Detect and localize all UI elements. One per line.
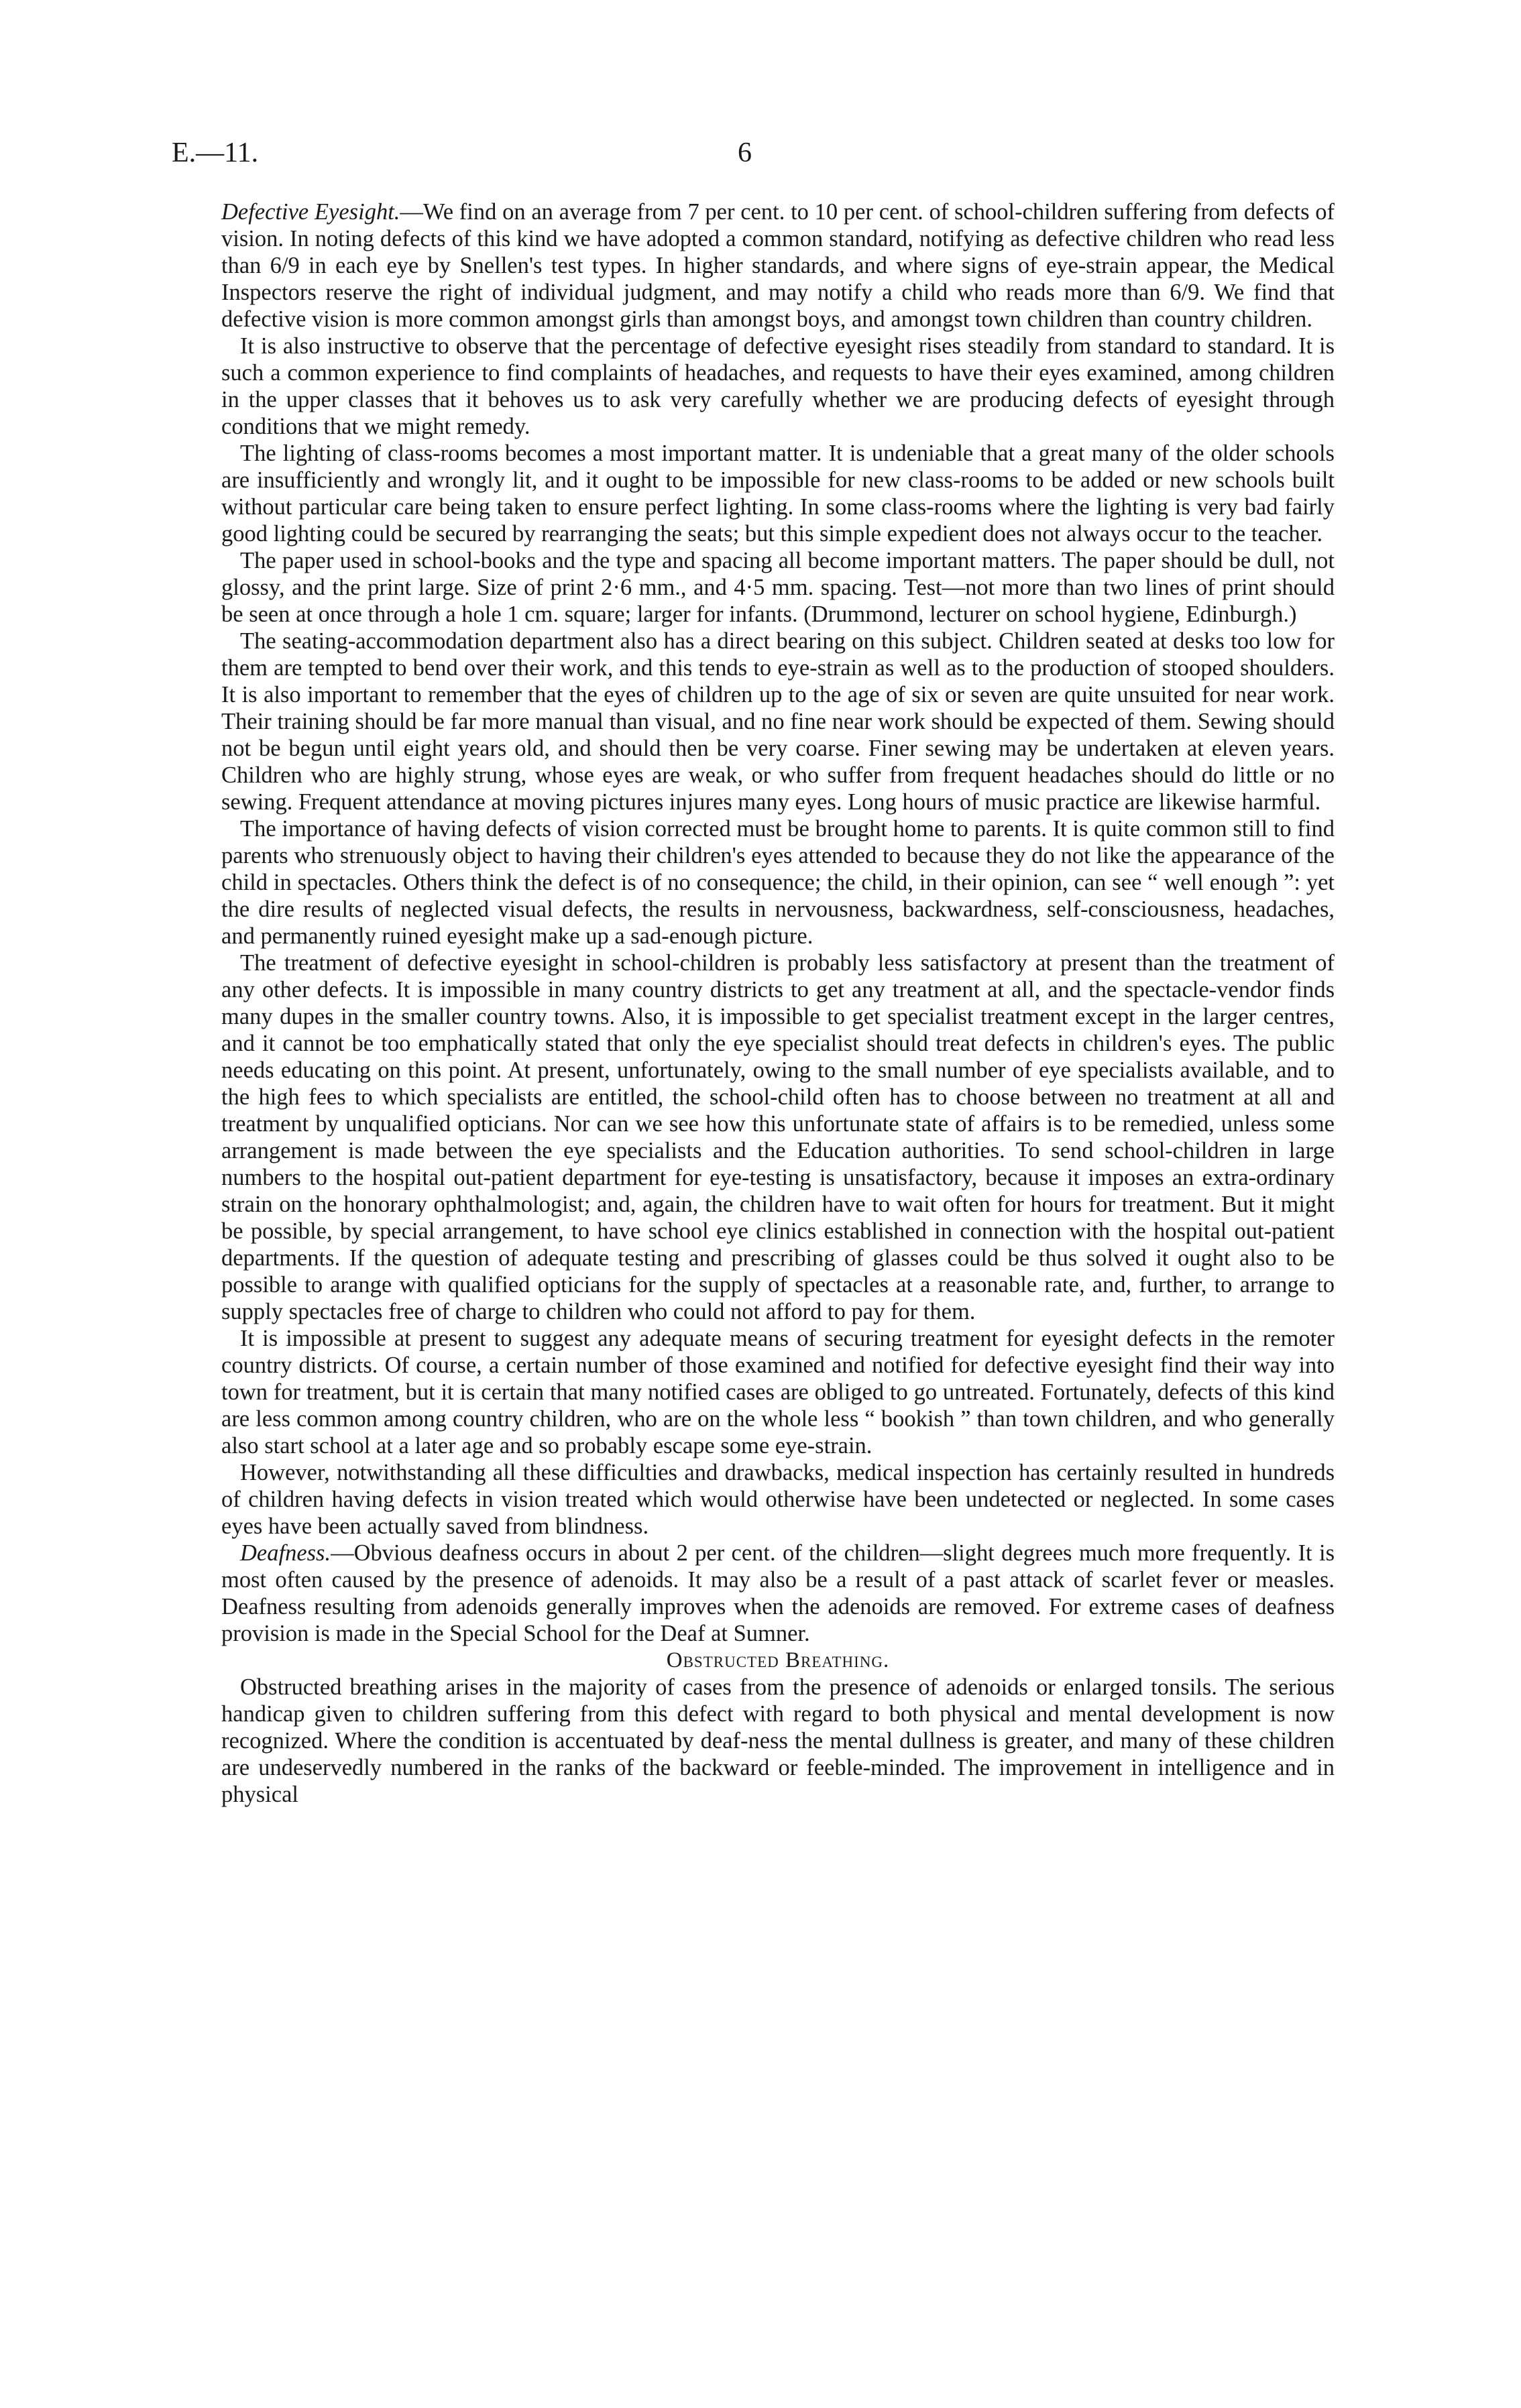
paragraph: The treatment of defective eyesight in school-children is probably less satisfactory at present than the treatment of any other defects. It is impossible in many country districts to get any treatment at all, and the spectacle-vendor finds many dupes in the smaller country towns. Also, it is impossible to get specialist treatment except in the larger centres, and it cannot be too emphatically stated that only the eye specialist should treat defects in children's eyes. The public needs educating on this point. At present, unfortunately, owing to the small number of eye specialists available, and to the high fees to which specialists are entitled, the school-child often has to choose between no treatment at all and treatment by unqualified opticians. Nor can we see how this unfortunate state of affairs is to be remedied, unless some arrangement is made between the eye specialists and the Education authorities. To send school-children in large numbers to the hospital out-patient department for eye-testing is unsatisfactory, because it imposes an extra-ordinary strain on the honorary ophthalmologist; and, again, the children have to wait often for hours for treatment. But it might be possible, by special arrangement, to have school eye clinics established in connection with the hospital out-patient departments. If the question of adequate testing and prescribing of glasses could be thus solved it ought also to be possible to arange with qualified opticians for the supply of spectacles at a reasonable rate, and, further, to arrange to supply spectacles free of charge to children who could not afford to pay for them. [221, 950, 1335, 1324]
paragraph-obstructed-breathing: Obstructed breathing arises in the majority of cases from the presence of adenoids or enlarged tonsils. The serious handicap given to children suffering from this defect with regard to both physical and mental development is now recognized. Where the condition is accentuated by deaf-ness the mental dullness is greater, and many of these children are undeservedly numbered in the ranks of the backward or feeble-minded. The improvement in intelligence and in physical [221, 1674, 1335, 1807]
paragraph-deafness [221, 1540, 1335, 1647]
paragraph: The importance of having defects of vision corrected must be brought home to parents. It is quite common still to find parents who strenuously object to having their children's eyes attended to because they do not like the appearance of the child in spectacles. Others think the defect is of no consequence; the child, in their opinion, can see “ well enough ”: yet the dire results of neglected visual defects, the results in nervousness, backwardness, self-consciousness, headaches, and permanently ruined eyesight make up a sad-enough picture. [221, 816, 1335, 949]
paragraph-lead: Defective Eyesight. [221, 199, 400, 225]
paragraph: The lighting of class-rooms becomes a most important matter. It is undeniable that a great many of the older schools are insufficiently and wrongly lit, and it ought to be impossible for new class-rooms to be added or new schools built without particular care being taken to ensure perfect lighting. In some class-rooms where the lighting is very bad fairly good lighting could be secured by rearranging the seats; but this simple expedient does not always occur to the teacher. [221, 441, 1335, 547]
paragraph: The paper used in school-books and the type and spacing all become important matters. The paper should be dull, not glossy, and the print large. Size of print 2·6 mm., and 4·5 mm. spacing. Test—not more than two lines of print should be seen at once through a hole 1 cm. square; larger for infants. (Drummond, lecturer on school hygiene, Edinburgh.) [221, 548, 1335, 627]
paragraph-text: —We find on an average from 7 per cent. to 10 per cent. of school-children suffering from defects of vision. In noting defects of this kind we have adopted a common standard, notifying as defective children who read less than 6/9 in each eye by Snellen's test types. In higher standards, and where signs of eye-strain appear, the Medical Inspectors reserve the right of individual judgment, and may notify a child who reads more than 6/9. We find that defective vision is more common amongst girls than amongst boys, and amongst town children than country children. [221, 199, 1335, 332]
page-identifier: E.—11. [172, 137, 259, 168]
paragraph-defective-eyesight [221, 198, 1335, 333]
paragraph: It is impossible at present to suggest any adequate means of securing treatment for eyesight defects in the remoter country districts. Of course, a certain number of those examined and notified for defective eyesight find their way into town for treatment, but it is certain that many notified cases are obliged to go untreated. Fortunately, defects of this kind are less common among country children, who are on the whole less “ bookish ” than town children, and who generally also start school at a later age and so probably escape some eye-strain. [221, 1326, 1335, 1458]
paragraph-lead: Deafness. [240, 1540, 331, 1566]
section-heading: Obstructed Breathing. [666, 1648, 890, 1672]
paragraph: The seating-accommodation department also has a direct bearing on this subject. Children seated at desks too low for them are tempted to bend over their work, and this tends to eye-strain as well as to the production of stooped shoulders. It is also important to remember that the eyes of children up to the age of six or seven are quite unsuited for near work. Their training should be far more manual than visual, and no fine near work should be expected of them. Sewing should not be begun until eight years old, and should then be very coarse. Finer sewing may be undertaken at eleven years. Children who are highly strung, whose eyes are weak, or who suffer from frequent headaches should do little or no sewing. Frequent attendance at moving pictures injures many eyes. Long hours of music practice are likewise harmful. [221, 628, 1335, 815]
page-number: 6 [738, 137, 752, 168]
paragraph: It is also instructive to observe that the percentage of defective eyesight rises steadily from standard to standard. It is such a common experience to find complaints of headaches, and requests to have their eyes examined, among children in the upper classes that it behoves us to ask very carefully whether we are producing defects of eyesight through conditions that we might remedy. [221, 333, 1335, 439]
body-text [221, 198, 1335, 1808]
paragraph: However, notwithstanding all these difficulties and drawbacks, medical inspection has certainly resulted in hundreds of children having defects in vision treated which would otherwise have been undetected or neglected. In some cases eyes have been actually saved from blindness. [221, 1460, 1335, 1539]
page-header [172, 133, 1349, 173]
paragraph-text: —Obvious deafness occurs in about 2 per cent. of the children—slight degrees much more frequently. It is most often caused by the presence of adenoids. It may also be a result of a past attack of scarlet fever or measles. Deafness resulting from adenoids generally improves when the adenoids are removed. For extreme cases of deafness provision is made in the Special School for the Deaf at Sumner. [221, 1540, 1335, 1646]
